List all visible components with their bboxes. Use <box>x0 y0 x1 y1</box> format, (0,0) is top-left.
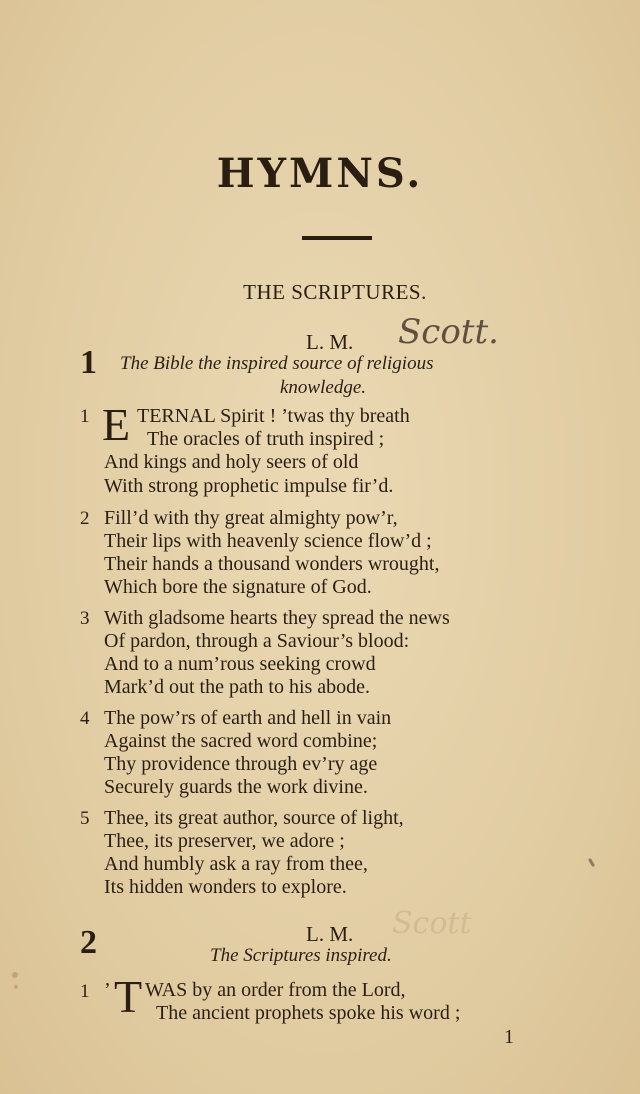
page-number: 1 <box>504 1026 514 1048</box>
faint-annotation: Scott <box>392 906 472 941</box>
verse-2-line-2: Their lips with heavenly science flow’d ; <box>104 530 432 552</box>
verse-5-line-3: And humbly ask a ray from thee, <box>104 853 368 875</box>
verse-3-number: 3 <box>80 608 90 629</box>
hymn-1-subtitle-line1: The Bible the inspired source of religious <box>120 353 434 374</box>
verse-2-line-1: Fill’d with thy great almighty pow’r, <box>104 507 398 529</box>
hymn-2-meter: L. M. <box>306 922 354 946</box>
verse-1-line-2: The oracles of truth inspired ; <box>147 428 385 450</box>
verse-4-line-3: Thy providence through ev’ry age <box>104 753 378 775</box>
ink-mark <box>588 858 595 867</box>
verse-4-line-4: Securely guards the work divine. <box>104 776 368 798</box>
verse-1-line-4: With strong prophetic impulse fir’d. <box>104 475 394 497</box>
verse-3-line-4: Mark’d out the path to his abode. <box>104 676 371 698</box>
hymn-1-number: 1 <box>80 344 97 381</box>
foxing-spot <box>14 985 18 989</box>
verse-1-line-1: TERNAL Spirit ! ’twas thy breath <box>137 405 410 427</box>
hymn-2-verse-1-apostrophe: ’ <box>104 979 111 1001</box>
hymn-2-verse-1-line-1: WAS by an order from the Lord, <box>145 979 406 1001</box>
verse-5-number: 5 <box>80 808 90 829</box>
verse-5-line-4: Its hidden wonders to explore. <box>104 876 347 898</box>
verse-2-line-4: Which bore the signature of God. <box>104 576 372 598</box>
hymn-1-meter: L. M. <box>306 330 354 354</box>
verse-5-line-1: Thee, its great author, source of light, <box>104 807 404 829</box>
verse-3-line-1: With gladsome hearts they spread the news <box>104 607 450 629</box>
hymn-2-verse-1-line-2: The ancient prophets spoke his word ; <box>156 1002 461 1024</box>
hymn-1-subtitle-line2: knowledge. <box>280 377 367 398</box>
hymn-2-verse-1-number: 1 <box>80 981 90 1002</box>
verse-3-line-3: And to a num’rous seeking crowd <box>104 653 376 675</box>
verse-4-line-2: Against the sacred word combine; <box>104 730 378 752</box>
verse-4-number: 4 <box>80 708 90 729</box>
verse-5-line-2: Thee, its preserver, we adore ; <box>104 830 345 852</box>
verse-1-line-3: And kings and holy seers of old <box>104 451 359 473</box>
verse-1-number: 1 <box>80 406 90 427</box>
verse-3-line-2: Of pardon, through a Saviour’s blood: <box>104 630 410 652</box>
verse-2-number: 2 <box>80 508 90 529</box>
foxing-spot <box>12 972 18 978</box>
hymn-2-subtitle: The Scriptures inspired. <box>210 945 392 966</box>
verse-4-line-1: The pow’rs of earth and hell in vain <box>104 707 392 729</box>
hymn-2-verse-1-dropcap: T <box>114 971 143 1022</box>
title-rule <box>302 236 372 240</box>
page-title: HYMNS. <box>216 150 424 197</box>
verse-1-dropcap: E <box>102 399 131 450</box>
verse-2-line-3: Their hands a thousand wonders wrought, <box>104 553 440 575</box>
handwritten-annotation: Scott. <box>398 312 499 352</box>
section-title: THE SCRIPTURES. <box>243 280 427 304</box>
hymn-2-number: 2 <box>80 924 97 961</box>
